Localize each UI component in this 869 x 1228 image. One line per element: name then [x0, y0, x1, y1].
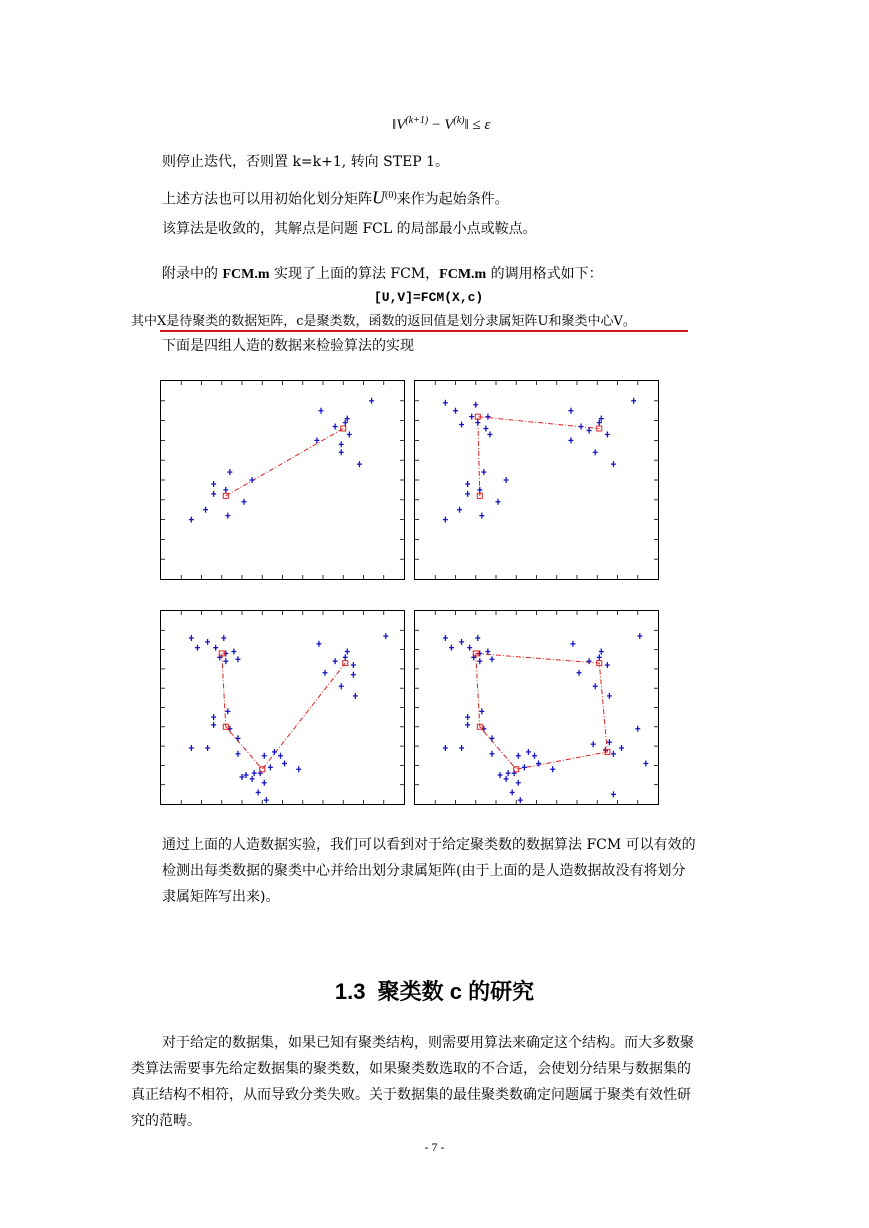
red-underline — [160, 330, 688, 332]
data-point — [485, 414, 490, 420]
data-point — [611, 461, 616, 467]
data-point — [203, 507, 208, 513]
data-point — [469, 414, 474, 420]
data-point — [339, 449, 344, 455]
data-point — [465, 491, 470, 497]
appendix-text-c: 的调用格式如下： — [486, 266, 603, 282]
init-text-b: 来作为起始条件。 — [396, 191, 509, 208]
data-point — [296, 766, 301, 772]
data-point — [526, 749, 531, 755]
appendix-line — [162, 264, 603, 285]
data-point — [599, 649, 604, 655]
data-point — [225, 513, 230, 519]
section-title: 聚类数 c 的研究 — [377, 979, 535, 1004]
data-point — [496, 499, 501, 505]
scatter-svg — [161, 611, 404, 804]
data-point — [593, 683, 598, 689]
data-point — [504, 776, 509, 782]
data-point — [242, 499, 247, 505]
data-point — [339, 441, 344, 447]
data-point — [570, 641, 575, 647]
data-point — [347, 431, 352, 437]
data-point — [225, 708, 230, 714]
summary-line-2: 检测出每类数据的聚类中心并给出划分隶属矩阵(由于上面的是人造数据故没有将划分 — [162, 863, 686, 879]
data-point — [205, 639, 210, 645]
data-point — [223, 487, 228, 493]
data-point — [510, 789, 515, 795]
data-point — [568, 408, 573, 414]
fcm-file-name-2: FCM.m — [439, 267, 487, 282]
data-point — [231, 649, 236, 655]
data-point — [351, 662, 356, 668]
data-point — [235, 735, 240, 741]
summary-line-3: 隶属矩阵写出来)。 — [162, 889, 280, 905]
data-point — [250, 477, 255, 483]
data-point — [516, 753, 521, 759]
data-point — [351, 672, 356, 678]
data-point — [278, 753, 283, 759]
data-point — [227, 469, 232, 475]
data-point — [485, 649, 490, 655]
data-point — [605, 662, 610, 668]
appendix-text-a: 附录中的 — [162, 266, 223, 282]
data-point — [223, 658, 228, 664]
data-point — [532, 753, 537, 759]
data-point — [443, 635, 448, 641]
data-point — [268, 764, 273, 770]
data-point — [619, 745, 624, 751]
data-point — [611, 791, 616, 797]
data-point — [465, 722, 470, 728]
data-point — [489, 751, 494, 757]
scatter-svg — [415, 611, 658, 804]
four-datasets-intro: 下面是四组人造的数据来检验算法的实现 — [162, 338, 414, 354]
data-point — [345, 649, 350, 655]
center-path-line — [476, 653, 608, 769]
data-point — [353, 693, 358, 699]
cluster-center-marker — [597, 426, 602, 431]
data-point — [593, 449, 598, 455]
cluster-plot-3 — [160, 610, 405, 805]
data-point — [635, 726, 640, 732]
data-point — [369, 398, 374, 404]
formula-v-current: V — [444, 117, 454, 133]
stop-iteration-line: 则停止迭代，否则置 k=k+1, 转向 STEP 1。 — [162, 154, 450, 170]
data-point — [221, 635, 226, 641]
data-point — [597, 654, 602, 660]
data-point — [577, 670, 582, 676]
formula-v-next: V — [396, 117, 406, 133]
data-point — [453, 408, 458, 414]
parameter-description-line: 其中X是待聚类的数据矩阵，c是聚类数，函数的返回值是划分隶属矩阵U和聚类中心V。 — [131, 314, 636, 329]
center-path-line — [222, 653, 346, 769]
norm-right: ‖ — [464, 117, 469, 133]
data-point — [465, 481, 470, 487]
data-point — [487, 431, 492, 437]
data-point — [211, 481, 216, 487]
data-point — [518, 797, 523, 803]
formula-minus: − — [428, 117, 445, 133]
data-point — [483, 426, 488, 432]
init-matrix-line — [162, 186, 509, 210]
data-point — [489, 656, 494, 662]
data-point — [504, 477, 509, 483]
data-point — [252, 770, 257, 776]
data-point — [339, 683, 344, 689]
data-point — [522, 764, 527, 770]
data-point — [189, 635, 194, 641]
appendix-text-b: 实现了上面的算法 FCM， — [269, 266, 440, 282]
data-point — [443, 517, 448, 523]
data-point — [256, 789, 261, 795]
cluster-center-marker — [341, 426, 346, 431]
fcm-file-name-1: FCM.m — [222, 267, 270, 282]
data-point — [475, 635, 480, 641]
data-point — [605, 431, 610, 437]
data-point — [189, 745, 194, 751]
cluster-para-line-2: 类算法需要事先给定数据集的聚类数，如果聚类数选取的不合适，会使划分结果与数据集的 — [131, 1061, 691, 1077]
data-point — [457, 507, 462, 513]
data-point — [211, 714, 216, 720]
data-point — [213, 645, 218, 651]
norm-left: ‖ — [392, 117, 397, 133]
data-point — [591, 741, 596, 747]
cluster-para-line-3: 真正结构不相符，从而导致分类失败。关于数据集的最佳聚类数确定问题属于聚类有效性研 — [131, 1087, 691, 1103]
data-point — [323, 670, 328, 676]
data-point — [489, 735, 494, 741]
data-point — [235, 751, 240, 757]
data-point — [643, 760, 648, 766]
data-point — [205, 745, 210, 751]
data-point — [459, 422, 464, 428]
center-path-line — [226, 429, 343, 496]
data-point — [282, 760, 287, 766]
cluster-para-line-4: 究的范畴。 — [131, 1113, 201, 1129]
data-point — [235, 656, 240, 662]
data-point — [607, 739, 612, 745]
cluster-number-paragraph — [131, 1030, 741, 1134]
data-point — [333, 424, 338, 430]
init-u-symbol: U — [372, 187, 385, 208]
data-point — [211, 722, 216, 728]
page-number: - 7 - — [424, 1140, 445, 1154]
data-point — [516, 780, 521, 786]
data-point — [506, 770, 511, 776]
data-point — [637, 633, 642, 639]
section-number: 1.3 — [334, 979, 366, 1004]
cluster-plot-2 — [414, 380, 659, 580]
formula-sup-next: (k+1) — [405, 115, 429, 126]
experiment-summary-paragraph — [162, 832, 742, 910]
data-point — [443, 400, 448, 406]
fcm-call-signature: [U,V]=FCM(X,c) — [374, 290, 484, 305]
data-point — [479, 708, 484, 714]
cluster-plot-4 — [414, 610, 659, 805]
data-point — [475, 420, 480, 426]
cluster-para-line-1: 对于给定的数据集，如果已知有聚类结构，则需要用算法来确定这个结构。而大多数聚 — [162, 1035, 694, 1051]
data-point — [459, 745, 464, 751]
data-point — [449, 645, 454, 651]
section-heading — [0, 975, 869, 1006]
data-point — [459, 639, 464, 645]
convergence-line: 该算法是收敛的，其解点是问题 FCL 的局部最小点或鞍点。 — [162, 221, 537, 237]
data-point — [262, 780, 267, 786]
data-point — [465, 714, 470, 720]
data-point — [611, 751, 616, 757]
data-point — [481, 469, 486, 475]
formula-sup-current: (k) — [453, 115, 465, 126]
data-point — [579, 424, 584, 430]
data-point — [477, 658, 482, 664]
data-point — [272, 749, 277, 755]
data-point — [473, 402, 478, 408]
data-point — [631, 398, 636, 404]
data-point — [189, 517, 194, 523]
data-point — [316, 641, 321, 647]
data-point — [318, 408, 323, 414]
data-point — [587, 428, 592, 434]
init-text-a: 上述方法也可以用初始化划分矩阵 — [162, 191, 372, 208]
data-point — [568, 437, 573, 443]
data-point — [262, 753, 267, 759]
data-point — [343, 654, 348, 660]
data-point — [443, 745, 448, 751]
data-point — [264, 797, 269, 803]
stopping-criterion-formula — [392, 115, 490, 134]
scatter-svg — [415, 381, 658, 579]
data-point — [479, 513, 484, 519]
data-point — [383, 633, 388, 639]
cluster-plot-1 — [160, 380, 405, 580]
data-point — [211, 491, 216, 497]
data-point — [587, 658, 592, 664]
scatter-svg — [161, 381, 404, 579]
data-point — [498, 772, 503, 778]
summary-line-1: 通过上面的人造数据实验，我们可以看到对于给定聚类数的数据算法 FCM 可以有效的 — [162, 837, 696, 853]
data-point — [607, 693, 612, 699]
data-point — [467, 645, 472, 651]
data-point — [195, 645, 200, 651]
formula-le-epsilon: ≤ ε — [468, 117, 491, 133]
init-u-superscript: (0) — [385, 190, 397, 201]
data-point — [357, 461, 362, 467]
data-point — [333, 658, 338, 664]
data-point — [250, 776, 255, 782]
data-point — [477, 487, 482, 493]
data-point — [550, 766, 555, 772]
